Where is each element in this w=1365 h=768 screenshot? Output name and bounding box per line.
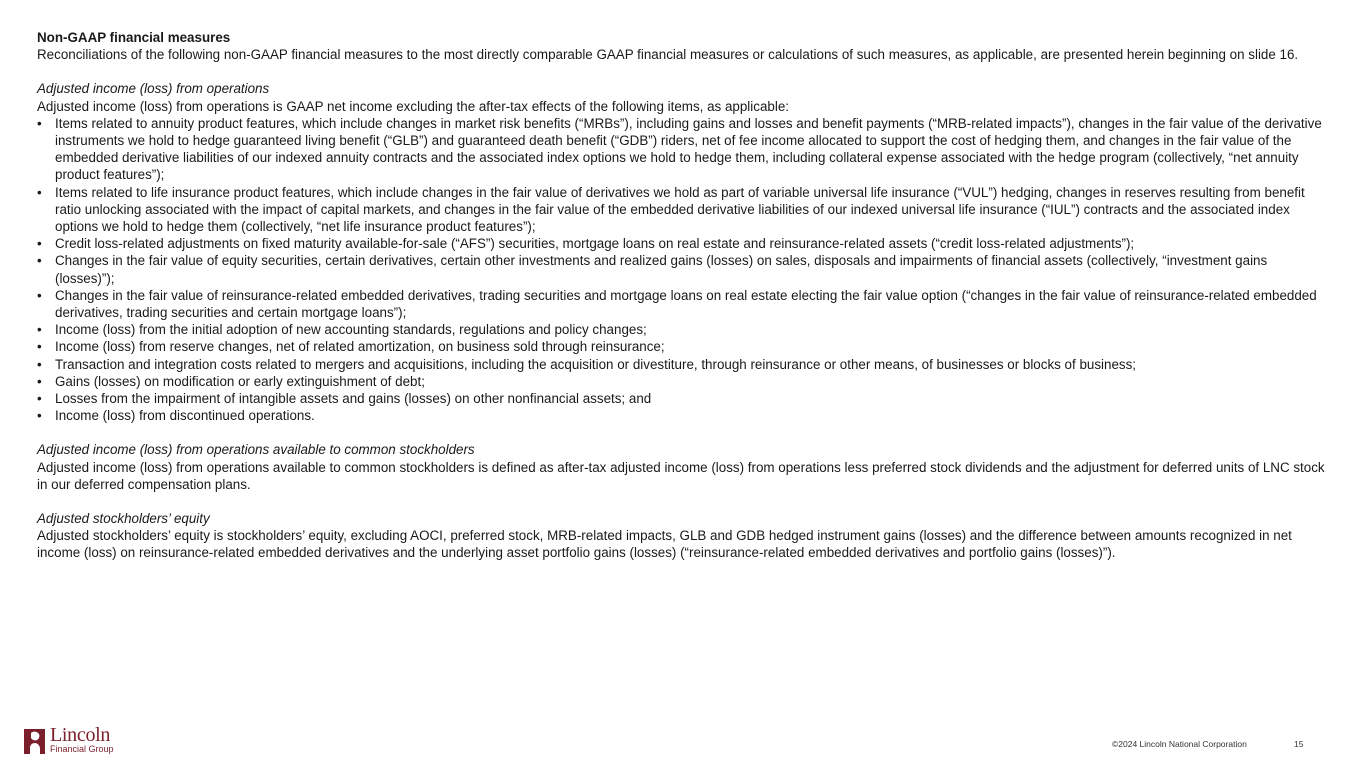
list-item: • Credit loss-related adjustments on fixed maturity available-for-sale (“AFS”) securities, mortgage loans on real estate and reinsurance-related assets (“credit loss-related adjustments”); xyxy=(37,236,1135,252)
list-item: • Changes in the fair value of reinsurance-related embedded derivatives, trading securities and mortgage loans on real estate electing the fair value option (“changes in the fair value of reinsurance-related embedded derivatives, trading securities and certain mortgage loans”); xyxy=(37,287,1317,321)
list-item: • Income (loss) from discontinued operations. xyxy=(37,408,315,424)
adjusted-income-lead: Adjusted income (loss) from operations is GAAP net income excluding the after-tax effects of the following items, as applicable: xyxy=(37,98,789,114)
adjusted-income-bullets xyxy=(37,115,1327,425)
adjusted-income-common-body: Adjusted income (loss) from operations available to common stockholders is defined as after-tax adjusted income (loss) from operations less preferred stock dividends and the adjustment for deferred units of LNC stock in our deferred compensation plans. xyxy=(37,459,1325,492)
lincoln-logo xyxy=(21,724,121,759)
page-number: 15 xyxy=(1294,739,1304,749)
slide-content xyxy=(37,29,1327,562)
adjusted-income-heading: Adjusted income (loss) from operations xyxy=(37,81,270,97)
list-item: • Gains (losses) on modification or early extinguishment of debt; xyxy=(37,373,425,389)
section-title: Non-GAAP financial measures xyxy=(37,30,231,45)
copyright-text: ©2024 Lincoln National Corporation xyxy=(1112,739,1247,749)
adjusted-equity-body: Adjusted stockholders’ equity is stockholders’ equity, excluding AOCI, preferred stock, MRB-related impacts, GLB and GDB hedged instrument gains (losses) and the difference between amounts recognized in net income (loss) on reinsurance-related embedded derivatives and the underlying asset portfolio gains (losses) (“reinsurance-related embedded derivatives and portfolio gains (losses)”). xyxy=(37,528,1292,561)
list-item: • Items related to annuity product features, which include changes in market risk benefits (“MRBs”), including gains and losses and benefit payments (“MRB-related impacts”), changes in the fair value of the derivative instruments we hold to hedge guaranteed living benefit (“GLB”) and guaranteed death benefit (“GDB”) riders, net of fee income allocated to support the cost of hedging them, and changes in the fair value of the embedded derivative liabilities of our indexed annuity contracts and the associated index options we hold to hedge them, including collateral expense associated with the hedge program (collectively, “net annuity product features”); xyxy=(37,115,1322,183)
list-item: • Changes in the fair value of equity securities, certain derivatives, certain other investments and realized gains (losses) on sales, disposals and impairments of financial assets (collectively, “investment gains (losses)”); xyxy=(37,253,1268,286)
list-item: • Items related to life insurance product features, which include changes in the fair value of derivatives we hold as part of variable universal life insurance (“VUL”) hedging, changes in reserves resulting from benefit ratio unlocking associated with the impact of capital markets, and changes in the fair value of the embedded derivative liabilities of our indexed universal life insurance (“IUL”) contracts and the associated index options we hold to hedge them (collectively, “net life insurance product features”); xyxy=(37,184,1305,235)
lincoln-portrait-icon xyxy=(21,727,49,757)
logo-subtitle: Financial Group xyxy=(50,744,114,754)
intro-paragraph: Reconciliations of the following non-GAAP financial measures to the most directly comparable GAAP financial measures or calculations of such measures, as applicable, are presented herein beginning on slide 16. xyxy=(37,47,1299,63)
list-item: • Income (loss) from the initial adoption of new accounting standards, regulations and policy changes; xyxy=(37,322,647,338)
list-item: • Losses from the impairment of intangible assets and gains (losses) on other nonfinancial assets; and xyxy=(37,391,652,407)
adjusted-equity-heading: Adjusted stockholders’ equity xyxy=(37,511,210,527)
adjusted-income-common-heading: Adjusted income (loss) from operations available to common stockholders xyxy=(37,442,475,458)
list-item: • Income (loss) from reserve changes, net of related amortization, on business sold through reinsurance; xyxy=(37,339,665,355)
list-item: • Transaction and integration costs related to mergers and acquisitions, including the acquisition or divestiture, through reinsurance or other means, of businesses or blocks of business; xyxy=(37,356,1137,372)
logo-wordmark: Lincoln xyxy=(50,724,111,746)
